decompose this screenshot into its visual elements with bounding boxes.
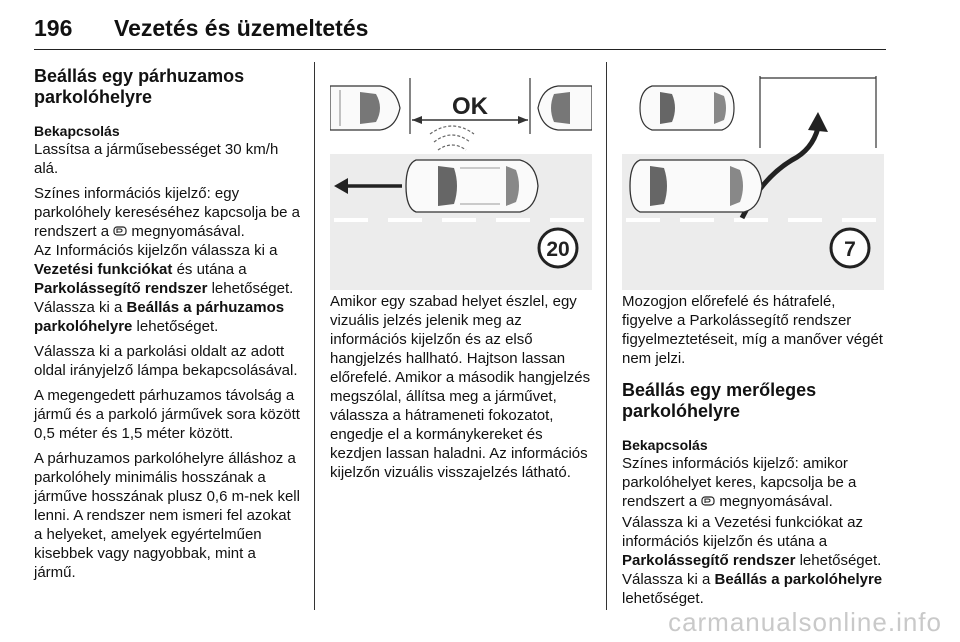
paragraph: Színes információs kijelző: amikor parkolóhelyet keres, kapcsolja be a rendszert a megnyomásával. (622, 455, 857, 510)
parallel-parking-figure (330, 68, 592, 290)
column-right (622, 292, 888, 614)
perpendicular-parking-figure (622, 68, 884, 290)
ok-label: OK (452, 93, 488, 120)
paragraph: Színes információs kijelző: egy parkolóhely kereséséhez kapcsolja be a rendszert a megnyomásával. Az Információs kijelzőn válassza ki a Vezetési funkciókat és utána a Parkolássegítő rendszer lehetőséget. Válassza ki a Beállás a párhuzamos parkolóhelyre lehetőséget. (34, 185, 300, 335)
paragraph: A megengedett párhuzamos távolság a jármű és a parkoló járművek sora között 0,5 méter és 1,5 méter között. (34, 387, 300, 442)
page-header (34, 9, 886, 50)
parking-sensor-icon (113, 225, 127, 237)
parked-car-icon (640, 86, 734, 130)
parking-sensor-icon (701, 495, 715, 507)
subheading: Bekapcsolás (622, 437, 708, 453)
column-middle (330, 292, 594, 488)
paragraph: Mozogjon előrefelé és hátrafelé, figyelve a Parkolássegítő rendszer figyelmeztetéseit, míg a manőver végét nem jelzi. (622, 293, 883, 367)
subheading: Bekapcsolás (34, 123, 120, 139)
paragraph: Amikor egy szabad helyet észlel, egy vizuális jelzés jelenik meg az információs kijelzőn és az első hangjelzés hallható. Hajtson lassan előrefelé. Amikor a második hangjelzés megszólal, állítsa meg a járművet, válassza a hátrameneti fokozatot, engedje el a kormánykereket és kezdjen lassan haladni. Az információs kijelzőn vizuális visszajelzés látható. (330, 293, 591, 481)
column-divider (606, 62, 607, 610)
svg-text:20: 20 (546, 238, 570, 261)
column-left (34, 66, 300, 588)
section-heading: Beállás egy párhuzamos parkolóhelyre (34, 66, 245, 107)
svg-text:7: 7 (844, 238, 856, 261)
parked-car-icon (538, 86, 592, 130)
moving-car-icon (630, 160, 762, 212)
moving-car-icon (406, 160, 538, 212)
chapter-title: Vezetés és üzemeltetés (114, 15, 369, 41)
watermark: carmanualsonline.info (668, 607, 942, 637)
column-divider (314, 62, 315, 610)
paragraph: Válassza ki a parkolási oldalt az adott oldal irányjelző lámpa bekapcsolásával. (34, 343, 298, 379)
section-heading: Beállás egy merőleges parkolóhelyre (622, 380, 817, 421)
parked-car-icon (330, 86, 400, 130)
paragraph: Lassítsa a járműsebességet 30 km/h alá. (34, 141, 279, 177)
paragraph: A párhuzamos parkolóhelyre álláshoz a parkolóhely minimális hosszának a járműve hosszának plusz 0,6 m-nek kell lenni. A rendszer nem ismeri fel azokat a helyeket, amelyek egyértelműen kisebbek vagy nagyobbak, mint a jármű. (34, 450, 300, 581)
page-number: 196 (34, 15, 73, 41)
paragraph: Válassza ki a Vezetési funkciókat az információs kijelzőn és utána a Parkolássegítő rendszer lehetőséget. Válassza ki a Beállás a parkolóhelyre lehetőséget. (622, 514, 883, 607)
